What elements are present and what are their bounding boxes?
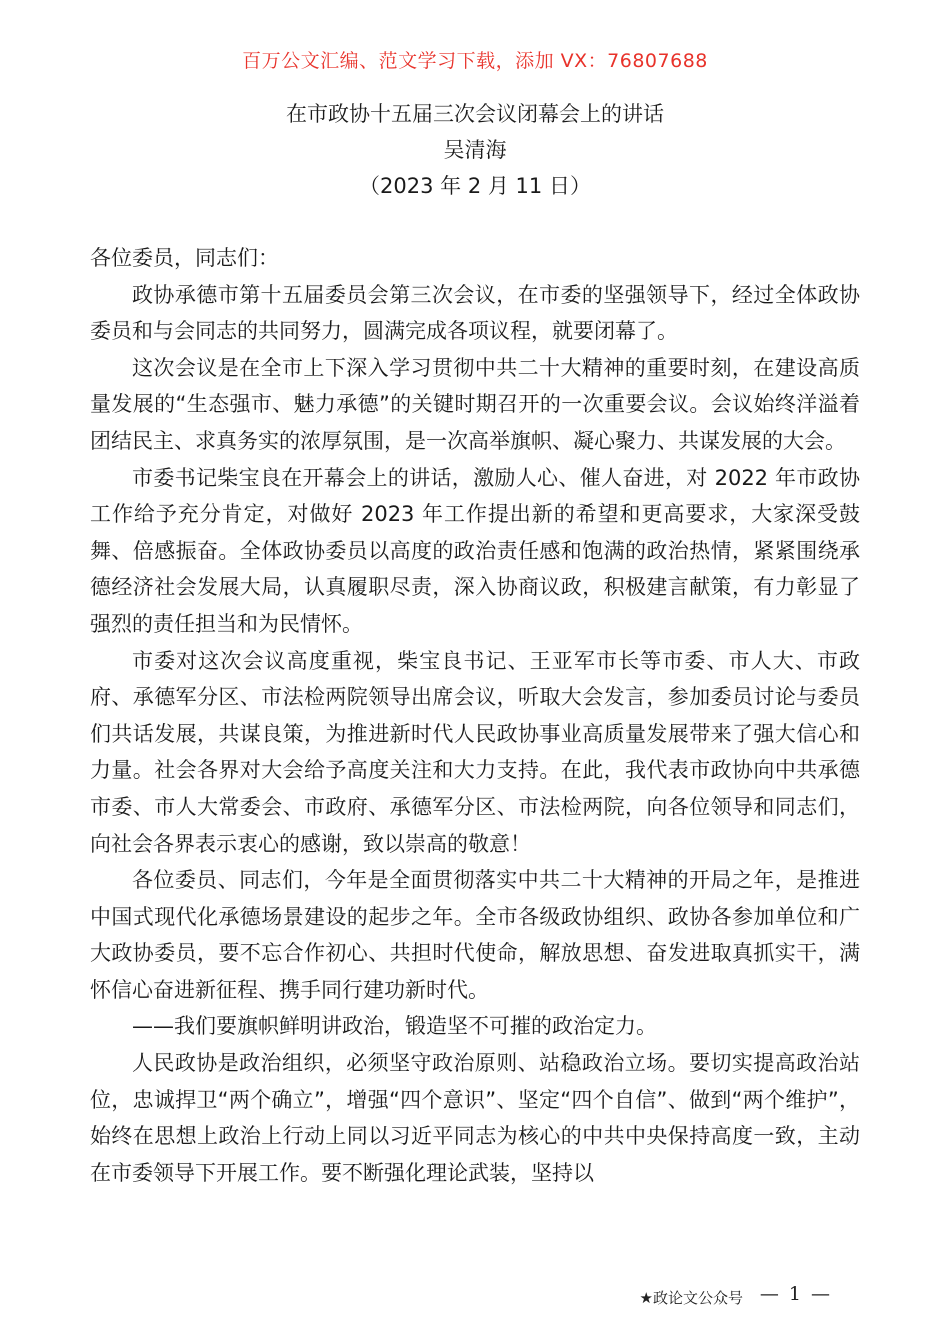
salutation: 各位委员，同志们：	[90, 246, 279, 270]
document-body	[90, 240, 860, 1191]
footer-source: ★政论文公众号	[639, 1289, 743, 1307]
speaker-name: 吴清海	[443, 138, 507, 162]
section-heading: ——我们要旗帜鲜明讲政治，锻造坚不可摧的政治定力。	[132, 1014, 657, 1039]
header-banner: 百万公文汇编、范文学习下载，添加 VX：76807688	[242, 50, 708, 72]
title-block	[0, 96, 950, 204]
paragraph: 这次会议是在全市上下深入学习贯彻中共二十大精神的重要时刻，在建设高质量发展的“生态强市、魅力承德”的关键时期召开的一次重要会议。会议始终洋溢着团结民主、求真务实的浓厚氛围，是一次高举旗帜、凝心聚力、共谋发展的大会。	[90, 355, 860, 453]
paragraph: 各位委员、同志们，今年是全面贯彻落实中共二十大精神的开局之年，是推进中国式现代化承德场景建设的起步之年。全市各级政协组织、政协各参加单位和广大政协委员，要不忘合作初心、共担时代使命，解放思想、奋发进取真抓实干，满怀信心奋进新征程、携手同行建功新时代。	[90, 868, 860, 1002]
document-title: 在市政协十五届三次会议闭幕会上的讲话	[286, 102, 664, 126]
paragraph: 市委对这次会议高度重视，柴宝良书记、王亚军市长等市委、市人大、市政府、承德军分区、市法检两院领导出席会议，听取大会发言，参加委员讨论与委员们共话发展，共谋良策，为推进新时代人民政协事业高质量发展带来了强大信心和力量。社会各界对大会给予高度关注和大力支持。在此，我代表市政协向中共承德市委、市人大常委会、市政府、承德军分区、市法检两院，向各位领导和同志们，向社会各界表示衷心的感谢，致以崇高的敬意！	[90, 648, 860, 856]
speech-date: （2023 年 2 月 11 日）	[359, 174, 591, 198]
page-footer	[0, 1283, 950, 1313]
paragraph: 政协承德市第十五届委员会第三次会议，在市委的坚强领导下，经过全体政协委员和与会同志的共同努力，圆满完成各项议程，就要闭幕了。	[90, 282, 860, 344]
paragraph: 市委书记柴宝良在开幕会上的讲话，激励人心、催人奋进，对 2022 年市政协工作给予充分肯定，对做好 2023 年工作提出新的希望和更高要求，大家深受鼓舞、倍感振奋。全体政协委员以高度的政治责任感和饱满的政治热情，紧紧围绕承德经济社会发展大局，认真履职尽责，深入协商议政，积极建言献策，有力彰显了强烈的责任担当和为民情怀。	[90, 465, 860, 636]
page-number: — 1 —	[759, 1283, 832, 1305]
paragraph: 人民政协是政治组织，必须坚守政治原则、站稳政治立场。要切实提高政治站位，忠诚捍卫“两个确立”，增强“四个意识”、坚定“四个自信”、做到“两个维护”，始终在思想上政治上行动上同以习近平同志为核心的中共中央保持高度一致，主动在市委领导下开展工作。要不断强化理论武装，坚持以	[90, 1051, 860, 1185]
